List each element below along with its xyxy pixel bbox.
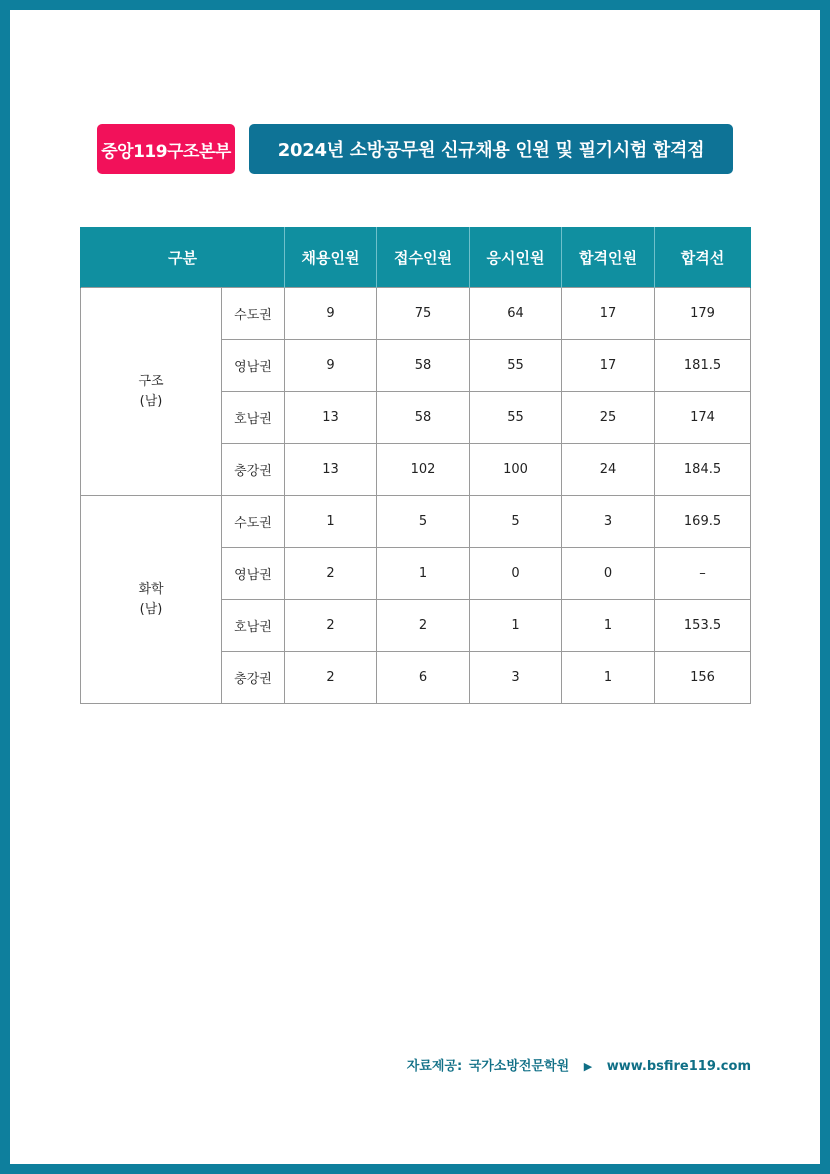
take-cell: 5 <box>470 496 562 548</box>
source-url-link[interactable]: www.bsfire119.com <box>606 1059 751 1074</box>
apply-cell: 6 <box>377 652 470 704</box>
pass-cell: 1 <box>562 600 655 652</box>
region-cell: 영남권 <box>222 340 285 392</box>
header-examinee-count: 응시인원 <box>470 227 562 288</box>
source-label: 자료제공: <box>406 1059 463 1074</box>
apply-cell: 5 <box>377 496 470 548</box>
region-cell: 영남권 <box>222 548 285 600</box>
hire-cell: 2 <box>285 548 377 600</box>
page-title: 2024년 소방공무원 신규채용 인원 및 필기시험 합격점 <box>249 124 733 174</box>
header-applicant-count: 접수인원 <box>377 227 470 288</box>
hire-cell: 1 <box>285 496 377 548</box>
region-cell: 충강권 <box>222 444 285 496</box>
region-cell: 수도권 <box>222 288 285 340</box>
header-pass-count: 합격인원 <box>562 227 655 288</box>
group-label-rescue <box>81 288 222 496</box>
pass-cell: 17 <box>562 340 655 392</box>
take-cell: 64 <box>470 288 562 340</box>
apply-cell: 75 <box>377 288 470 340</box>
header-hire-count: 채용인원 <box>285 227 377 288</box>
cutoff-cell: 179 <box>655 288 751 340</box>
group-label-line2: (남) <box>139 393 163 409</box>
region-cell: 호남권 <box>222 600 285 652</box>
apply-cell: 102 <box>377 444 470 496</box>
table-row <box>81 288 751 340</box>
table-header-row <box>81 227 751 288</box>
cutoff-cell: – <box>655 548 751 600</box>
apply-cell: 1 <box>377 548 470 600</box>
hire-cell: 9 <box>285 340 377 392</box>
group-label-line1: 화학 <box>138 581 164 597</box>
header-category: 구분 <box>81 227 285 288</box>
cutoff-cell: 169.5 <box>655 496 751 548</box>
region-cell: 충강권 <box>222 652 285 704</box>
cutoff-cell: 156 <box>655 652 751 704</box>
source-credit <box>405 1055 751 1074</box>
pass-cell: 0 <box>562 548 655 600</box>
take-cell: 3 <box>470 652 562 704</box>
pass-cell: 25 <box>562 392 655 444</box>
cutoff-cell: 174 <box>655 392 751 444</box>
group-label-chemistry <box>81 496 222 704</box>
hire-cell: 13 <box>285 444 377 496</box>
cutoff-cell: 184.5 <box>655 444 751 496</box>
take-cell: 1 <box>470 600 562 652</box>
group-label-line2: (남) <box>139 601 163 617</box>
apply-cell: 58 <box>377 340 470 392</box>
apply-cell: 58 <box>377 392 470 444</box>
hire-cell: 2 <box>285 600 377 652</box>
group-label-line1: 구조 <box>138 373 164 389</box>
pass-cell: 17 <box>562 288 655 340</box>
header-cutoff-score: 합격선 <box>655 227 751 288</box>
apply-cell: 2 <box>377 600 470 652</box>
region-cell: 호남권 <box>222 392 285 444</box>
region-cell: 수도권 <box>222 496 285 548</box>
pass-cell: 1 <box>562 652 655 704</box>
arrow-right-icon: ▶ <box>583 1060 593 1073</box>
table-row <box>81 496 751 548</box>
results-table <box>80 227 751 704</box>
take-cell: 100 <box>470 444 562 496</box>
source-name: 국가소방전문학원 <box>468 1059 570 1074</box>
take-cell: 55 <box>470 340 562 392</box>
hire-cell: 13 <box>285 392 377 444</box>
take-cell: 0 <box>470 548 562 600</box>
cutoff-cell: 181.5 <box>655 340 751 392</box>
cutoff-cell: 153.5 <box>655 600 751 652</box>
hire-cell: 9 <box>285 288 377 340</box>
organization-badge: 중앙119구조본부 <box>97 124 235 174</box>
pass-cell: 24 <box>562 444 655 496</box>
pass-cell: 3 <box>562 496 655 548</box>
take-cell: 55 <box>470 392 562 444</box>
hire-cell: 2 <box>285 652 377 704</box>
